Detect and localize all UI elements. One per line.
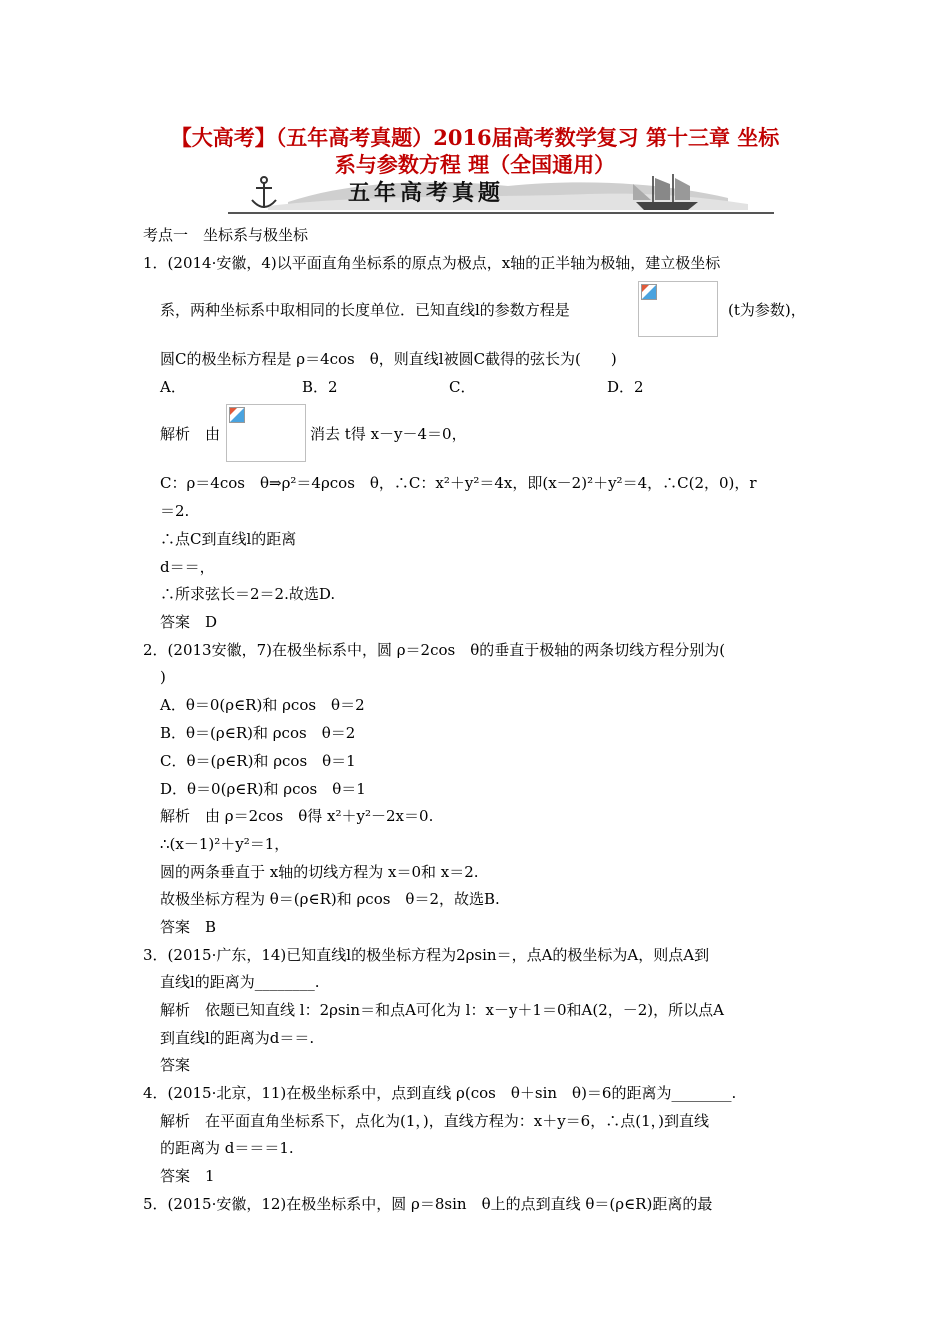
text-line: 2．(2013安徽，7)在极坐标系中，圆 ρ＝2cos θ的垂直于极轴的两条切线方程分别为( [143,641,726,659]
formula-image-placeholder [226,404,306,462]
choice-c: C． [449,378,476,396]
text-line: 解析 依题已知直线 l：2ρsin＝和点A可化为 l：x－y＋1＝0和A(2，－2)，所以点A [160,1001,724,1019]
answer-line: 答案 B [160,918,217,936]
text-line: 4．(2015·北京，11)在极坐标系中，点到直线 ρ(cos θ＋sin θ)＝6的距离为________. [143,1084,737,1102]
formula-image-placeholder [638,281,718,337]
text-line: d＝＝， [160,558,215,576]
text-line: 5．(2015·安徽，12)在极坐标系中，圆 ρ＝8sin θ上的点到直线 θ＝(ρ∈R)距离的最 [143,1195,713,1213]
text-line: 系，两种坐标系中取相同的长度单位．已知直线l的参数方程是 [160,301,570,319]
answer-line: 答案 1 [160,1167,215,1185]
text-line: 圆C的极坐标方程是 ρ＝4cos θ，则直线l被圆C截得的弦长为( ) [160,350,617,368]
text-line: 解析 在平面直角坐标系下，点化为(1，)，直线方程为：x＋y＝6，∴点(1，)到直线 [160,1112,709,1130]
answer-line: 答案 D [160,613,218,631]
text-line: C：ρ＝4cos θ⇒ρ²＝4ρcos θ，∴C：x²＋y²＝4x，即(x－2)²＋y²＝4，∴C(2，0)，r [160,474,757,492]
text-line: 到直线l的距离为d＝＝. [160,1029,315,1047]
text-line: ) [160,668,166,686]
document-title-line-1: 【大高考】（五年高考真题）2016届高考数学复习 第十三章 坐标 [170,125,780,150]
choice-a: A．θ＝0(ρ∈R)和 ρcos θ＝2 [160,696,365,714]
text-line: ∴(x－1)²＋y²＝1， [160,835,290,853]
text-line: 3．(2015·广东，14)已知直线l的极坐标方程为2ρsin＝，点A的极坐标为A，则点A到 [143,946,710,964]
text-line: 消去 t得 x－y－4＝0， [310,425,467,443]
choice-a: A． [160,378,186,396]
text-line: ＝2. [160,502,190,520]
text-line: 解析 由 ρ＝2cos θ得 x²＋y²－2x＝0. [160,807,434,825]
anchor-icon [252,177,276,208]
text-line: 故极坐标方程为 θ＝(ρ∈R)和 ρcos θ＝2，故选B. [160,890,500,908]
text-line: 解析 由 [160,425,221,443]
text-line: (t为参数)， [728,301,806,319]
choice-b: B．θ＝(ρ∈R)和 ρcos θ＝2 [160,724,356,742]
choice-d: D．θ＝0(ρ∈R)和 ρcos θ＝1 [160,780,366,798]
text-line: 1．(2014·安徽，4)以平面直角坐标系的原点为极点，x轴的正半轴为极轴，建立极坐标 [143,254,721,272]
choice-d: D．2 [607,378,644,396]
broken-image-icon [641,284,657,300]
text-line: 圆的两条垂直于 x轴的切线方程为 x＝0和 x＝2. [160,863,479,881]
answer-line: 答案 [160,1056,191,1074]
broken-image-icon [229,407,245,423]
text-line: ∴点C到直线l的距离 [160,530,297,548]
document-title-line-2: 系与参数方程 理（全国通用） [334,152,616,177]
section-banner [228,172,774,216]
section-heading: 考点一 坐标系与极坐标 [143,226,309,244]
choice-b: B．2 [302,378,338,396]
text-line: 的距离为 d＝＝＝1. [160,1139,294,1157]
text-line: 直线l的距离为________. [160,973,320,991]
choice-c: C．θ＝(ρ∈R)和 ρcos θ＝1 [160,752,356,770]
text-line: ∴所求弦长＝2＝2.故选D. [160,585,336,603]
banner-text: 五年高考真题 [348,181,505,206]
